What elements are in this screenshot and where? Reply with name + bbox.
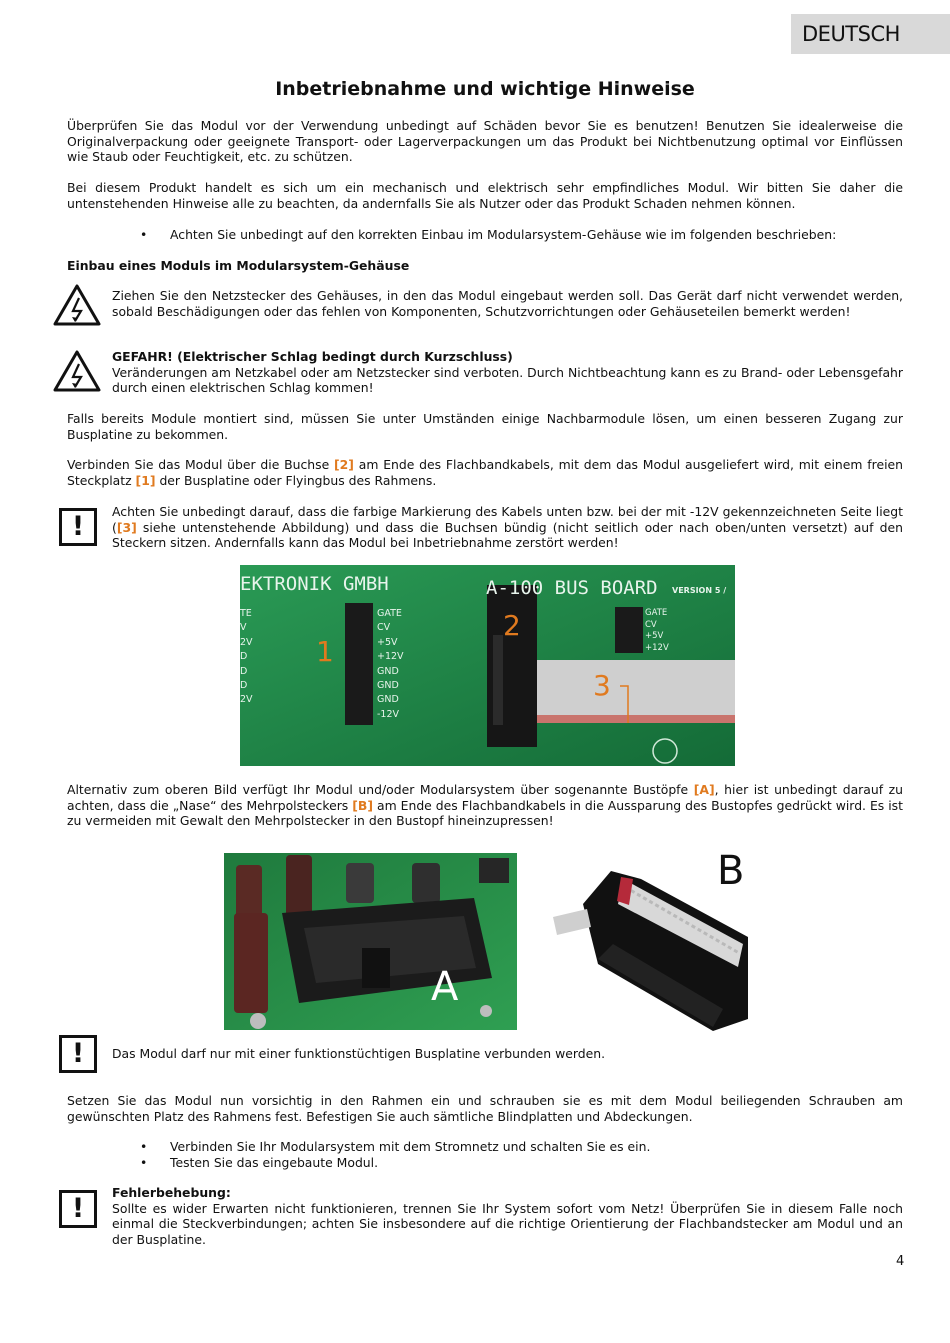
alternative-text: Alternativ zum oberen Bild verfügt Ihr Modul und/oder Modularsystem über sogenannte Bustöpfe <box>67 782 694 797</box>
pin-label: -12V <box>377 708 400 720</box>
caution-icon: ! <box>59 1190 97 1228</box>
section-heading: Einbau eines Moduls im Modularsystem-Gehäuse <box>67 258 410 273</box>
caution-text: Achten Sie unbedingt darauf, dass die farbige Markierung des Kabels unten bzw. bei der mit -12V gekennzeichneten Seite liegt ( <box>112 504 903 535</box>
caution-icon: ! <box>59 508 97 546</box>
ref-1: [1] <box>135 472 156 488</box>
edge-label: 2V <box>240 694 253 706</box>
bus-socket-photo <box>224 853 517 1030</box>
bullet-text: Achten Sie unbedingt auf den korrekten Einbau im Modularsystem-Gehäuse wie im folgenden beschrieben: <box>170 227 837 242</box>
edge-label: D <box>240 651 248 663</box>
bus-board-photo <box>240 565 735 766</box>
pin-label: +5V <box>377 636 398 648</box>
edge-labels <box>240 607 253 708</box>
alternative-text: am Ende des Flachbandkabels in die Aussparung des Bustopfes gedrückt wird. Es ist zu vermeiden mit Gewalt den Mehrpolstecker in den Bustopf hineinzupressen! <box>67 797 903 828</box>
danger-title: GEFAHR! (Elektrischer Schlag bedingt durch Kurzschluss) <box>112 349 513 364</box>
ref-2: [2] <box>334 457 354 472</box>
right-pin-labels <box>645 608 669 654</box>
edge-label: V <box>240 622 247 634</box>
language-tab: DEUTSCH <box>791 14 950 54</box>
caution-icon: ! <box>59 1035 97 1073</box>
ref-a: [A] <box>693 782 715 797</box>
pin-label: +5V <box>645 631 664 641</box>
bullet-text: Testen Sie das eingebaute Modul. <box>170 1155 379 1170</box>
connect-text: Verbinden Sie das Modul über die Buchse <box>67 457 335 472</box>
pin-label: GATE <box>645 608 668 618</box>
ribbon-plug-photo <box>553 849 753 1034</box>
bullet-text: Verbinden Sie Ihr Modularsystem mit dem Stromnetz und schalten Sie es ein. <box>170 1139 651 1154</box>
intro-paragraph: Überprüfen Sie das Modul vor der Verwendung unbedingt auf Schäden bevor Sie es benutzen! Benutzen Sie idealerweise die Originalverpackung oder geeignete Transport- oder Lagerverpackungen um das Produkt bei Nichtbenutzung optimal vor Einflüssen wie Staub oder Feuchtigkeit, etc. zu schützen. <box>67 118 903 164</box>
pin-label: +12V <box>377 651 404 663</box>
troubleshooting-title: Fehlerbehebung: <box>112 1185 231 1200</box>
mounting-paragraph: Setzen Sie das Modul nun vorsichtig in den Rahmen ein und schrauben sie es mit dem Modul beiliegenden Schrauben am gewünschten Platz des Rahmens fest. Befestigen Sie auch sämtliche Blindplatten und Abdeckungen. <box>67 1093 903 1124</box>
page-number: 4 <box>896 1254 905 1269</box>
caution-marking-text <box>112 504 903 551</box>
bullet-dot: • <box>140 1139 148 1154</box>
connect-text: am Ende des Flachbandkabels, mit dem das Modul ausgeliefert wird, mit einem freien Steckplatz <box>67 457 903 488</box>
edge-label: 2V <box>240 636 253 648</box>
ref-3: [3] <box>116 519 137 535</box>
troubleshooting-text: Sollte es wider Erwarten nicht funktionieren, trennen Sie Ihr System sofort vom Netz! Überprüfen Sie in diesem Falle noch einmal die Steckverbindungen; achten Sie insbesondere auf die richtige Orientierung der Flachbandstecker am Modul und an der Busplatine. <box>112 1200 903 1247</box>
alternative-paragraph <box>67 782 903 829</box>
high-voltage-warning-icon <box>52 283 102 327</box>
high-voltage-warning-icon <box>52 349 102 393</box>
board-version: VERSION 5 / <box>672 586 727 595</box>
ref-b: [B] <box>352 797 374 813</box>
edge-label: TE <box>240 608 252 619</box>
board-text-left: EKTRONIK GMBH <box>240 573 389 595</box>
pin-label: GND <box>377 665 399 677</box>
alternative-text: , hier ist unbedingt darauf zu achten, dass die „Nase“ des Mehrpolsteckers <box>67 782 903 813</box>
bullet-dot: • <box>140 227 148 242</box>
troubleshooting-note <box>112 1185 903 1247</box>
callout-1: 1 <box>316 635 334 668</box>
photo-label-b: B <box>717 849 745 894</box>
edge-label: D <box>240 665 248 677</box>
pin-label: GATE <box>377 608 402 619</box>
pin-label: CV <box>645 619 657 630</box>
pin-label: +12V <box>645 642 669 653</box>
pin-label: GND <box>377 694 399 706</box>
connect-paragraph <box>67 457 903 488</box>
pin-labels <box>377 607 404 722</box>
callout-3: 3 <box>593 669 611 702</box>
danger-text: Veränderungen am Netzkabel oder am Netzstecker sind verboten. Durch Nichtbeachtung kann es zu Brand- oder Lebensgefahr durch einen elektrischen Schlag kommen! <box>112 364 903 395</box>
caution-busboard-text: Das Modul darf nur mit einer funktionstüchtigen Busplatine verbunden werden. <box>112 1046 606 1061</box>
bullet-dot: • <box>140 1155 148 1170</box>
callout-2: 2 <box>503 609 521 642</box>
warning-unplug-text: Ziehen Sie den Netzstecker des Gehäuses, in den das Modul eingebaut werden soll. Das Gerät darf nicht verwendet werden, sobald Beschädigungen oder das fehlen von Komponenten, Schutzvorrichtungen oder Gehäuseteilen bemerkt werden! <box>112 288 903 319</box>
board-text-right: A-100 BUS BOARD <box>486 577 658 599</box>
connect-text: der Busplatine oder Flyingbus des Rahmens. <box>155 472 437 488</box>
page-title: Inbetriebnahme und wichtige Hinweise <box>275 78 695 100</box>
danger-note <box>112 349 903 396</box>
photo-label-a: A <box>431 964 459 1010</box>
pin-label: GND <box>377 680 399 692</box>
pin-label: CV <box>377 622 391 634</box>
edge-label: D <box>240 680 248 692</box>
sensitivity-paragraph: Bei diesem Produkt handelt es sich um ein mechanisch und elektrisch sehr empfindliches Modul. Wir bitten Sie daher die untenstehenden Hinweise alle zu beachten, da andernfalls Sie als Nutzer oder das Produkt Schaden nehmen können. <box>67 180 903 211</box>
neighbors-paragraph: Falls bereits Module montiert sind, müssen Sie unter Umständen einige Nachbarmodule lösen, um einen besseren Zugang zur Busplatine zu bekommen. <box>67 411 903 442</box>
caution-text: siehe untenstehende Abbildung) und dass die Buchsen bündig (nicht seitlich oder nach oben/unten versetzt) auf den Steckern sitzen. Andernfalls kann das Modul bei Inbetriebnahme zerstört werden! <box>112 519 903 550</box>
